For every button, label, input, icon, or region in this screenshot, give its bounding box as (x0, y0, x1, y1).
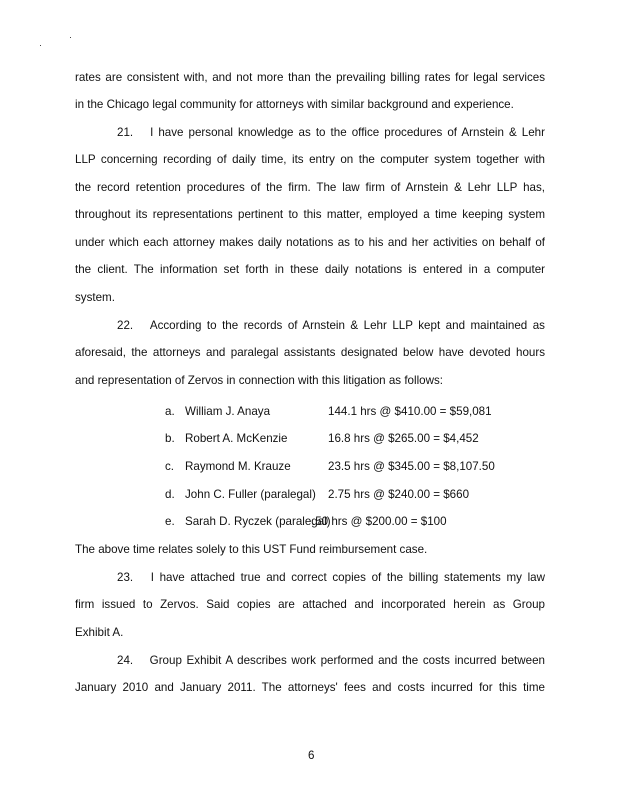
text: I have personal knowledge as to the office procedures of Arnstein & Lehr (150, 126, 545, 139)
text-line: the client. The information set forth in these daily notations is entered in a computer (75, 263, 545, 276)
billing-row (165, 488, 470, 502)
billing-amount: 23.5 hrs @ $345.00 = $8,107.50 (328, 460, 495, 473)
billing-row (165, 515, 447, 529)
billing-amount: 2.75 hrs @ $240.00 = $660 (328, 488, 470, 501)
text: I have attached true and correct copies of the billing statements my law (150, 571, 545, 584)
text-line: firm issued to Zervos. Said copies are attached and incorporated herein as Group (75, 598, 545, 611)
paragraph-number: 23. (117, 571, 134, 584)
paragraph-24-first-line (117, 654, 545, 668)
text-line: rates are consistent with, and not more than the prevailing billing rates for legal services (75, 71, 545, 84)
timekeeper-name: Raymond M. Krauze (185, 460, 291, 473)
paragraph-number: 24. (117, 654, 134, 667)
timekeeper-name: Robert A. McKenzie (185, 432, 288, 445)
billing-row (165, 460, 495, 474)
timekeeper-name: John C. Fuller (paralegal) (185, 488, 316, 501)
page-number: 6 (308, 749, 315, 762)
timekeeper-name: William J. Anaya (185, 405, 271, 418)
text-line: aforesaid, the attorneys and paralegal assistants designated below have devoted hours (75, 346, 545, 359)
item-letter: a. (165, 405, 175, 418)
text-line: in the Chicago legal community for attorneys with similar background and experience. (75, 98, 514, 111)
text-line: and representation of Zervos in connection with this litigation as follows: (75, 374, 443, 387)
paragraph-22-first-line (117, 319, 545, 333)
text-line: Exhibit A. (75, 626, 124, 639)
scan-speck (40, 45, 41, 46)
paragraph-23-first-line (117, 571, 545, 585)
text-line: under which each attorney makes daily notations as to his and her activities on behalf of (75, 236, 545, 249)
timekeeper-name: Sarah D. Ryczek (paralegal) (185, 515, 331, 528)
billing-row (165, 405, 492, 419)
paragraph-number: 22. (117, 319, 134, 332)
text: Group Exhibit A describes work performed and the costs incurred between (149, 654, 545, 667)
text: According to the records of Arnstein & Lehr LLP kept and maintained as (149, 319, 545, 332)
item-letter: c. (165, 460, 175, 473)
billing-row (165, 432, 479, 446)
item-letter: d. (165, 488, 175, 501)
item-letter: e. (165, 515, 175, 528)
item-letter: b. (165, 432, 175, 445)
billing-amount: .50 hrs @ $200.00 = $100 (312, 515, 447, 528)
text-line: system. (75, 291, 115, 304)
text-line: The above time relates solely to this UST Fund reimbursement case. (75, 543, 428, 556)
paragraph-number: 21. (117, 126, 134, 139)
text-line: the record retention procedures of the firm. The law firm of Arnstein & Lehr LLP has, (75, 181, 545, 194)
text-line: LLP concerning recording of daily time, its entry on the computer system together with (75, 153, 545, 166)
text-line: throughout its representations pertinent to this matter, employed a time keeping system (75, 208, 545, 221)
scan-speck (70, 37, 71, 38)
billing-amount: 144.1 hrs @ $410.00 = $59,081 (328, 405, 492, 418)
billing-amount: 16.8 hrs @ $265.00 = $4,452 (328, 432, 479, 445)
paragraph-21-first-line (117, 126, 545, 140)
text-line: January 2010 and January 2011. The attorneys' fees and costs incurred for this time (75, 681, 545, 694)
